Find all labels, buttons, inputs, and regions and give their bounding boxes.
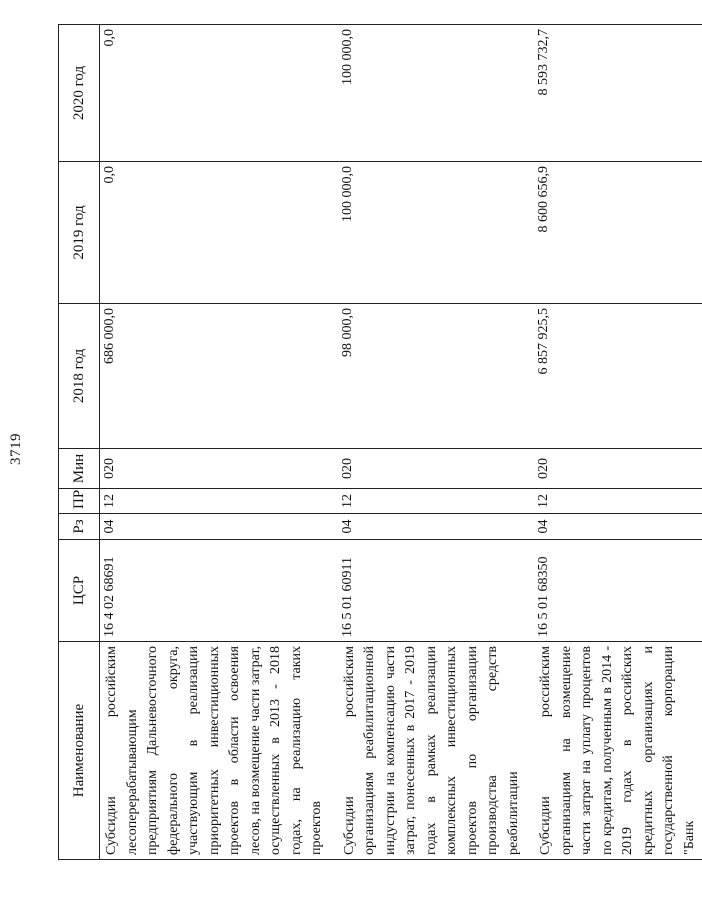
row-name: Субсидии российским организациям реабилитационной индустрии на компенсацию части затрат, понесенных в 2017 - 2019 годах в рамках реализации комплексных инвестиционных проектов по организации производства средств реабилитации xyxy=(338,642,535,860)
table-row xyxy=(534,25,702,860)
row-pr: 12 xyxy=(100,489,338,514)
row-csr: 16 5 01 68350 xyxy=(534,540,702,642)
header-min: Мин xyxy=(59,449,100,489)
row-csr: 16 4 02 68691 xyxy=(100,540,338,642)
row-rz: 04 xyxy=(100,514,338,540)
row-min: 020 xyxy=(338,449,535,489)
row-2018: 6 857 925,5 xyxy=(534,304,702,449)
row-name: Субсидии российским лесоперерабатывающим предприятиям Дальневосточного федерального округа, участвующим в реализации приоритетных инвестиционных проектов в области освоения лесов, на возмещение части затрат, осуществленных в 2013 - 2018 годах, на реализацию таких проектов xyxy=(100,642,338,860)
row-rz: 04 xyxy=(338,514,535,540)
row-rz: 04 xyxy=(534,514,702,540)
row-2020: 8 593 732,7 xyxy=(534,25,702,162)
row-name: Субсидии российским организациям на возмещение части затрат на уплату процентов по кредитам, полученным в 2014 - 2019 годах в российских кредитных организациях и государственной корпорации "Банк xyxy=(534,642,702,860)
header-2018: 2018 год xyxy=(59,304,100,449)
header-csr: ЦСР xyxy=(59,540,100,642)
table-header xyxy=(59,25,100,860)
row-2018: 98 000,0 xyxy=(338,304,535,449)
row-pr: 12 xyxy=(534,489,702,514)
header-2019: 2019 год xyxy=(59,162,100,304)
table-row xyxy=(100,25,338,860)
row-min: 020 xyxy=(100,449,338,489)
row-pr: 12 xyxy=(338,489,535,514)
row-2019: 100 000,0 xyxy=(338,162,535,304)
header-rz: Рз xyxy=(59,514,100,540)
header-name: Наименование xyxy=(59,642,100,860)
row-2018: 686 000,0 xyxy=(100,304,338,449)
table-row xyxy=(338,25,535,860)
row-2019: 8 600 656,9 xyxy=(534,162,702,304)
row-2020: 0,0 xyxy=(100,25,338,162)
row-min: 020 xyxy=(534,449,702,489)
row-csr: 16 5 01 60911 xyxy=(338,540,535,642)
budget-table xyxy=(58,24,702,860)
header-pr: ПР xyxy=(59,489,100,514)
row-2020: 100 000,0 xyxy=(338,25,535,162)
page-number: 3719 xyxy=(8,433,24,465)
row-2019: 0,0 xyxy=(100,162,338,304)
header-2020: 2020 год xyxy=(59,25,100,162)
